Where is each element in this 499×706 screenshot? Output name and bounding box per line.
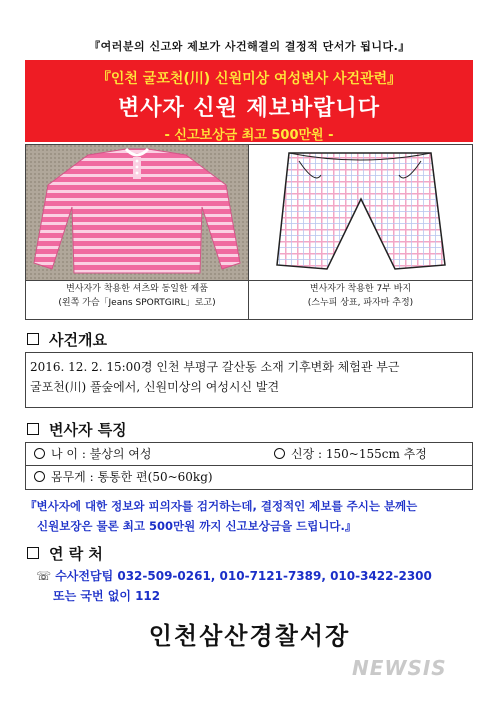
reward-notice [25,496,475,536]
pants-photo [249,145,472,281]
features-row-2 [26,466,472,488]
shirt-photo [26,145,248,281]
banner-case-title: 『인천 굴포천(川) 신원미상 여성변사 사건관련』 [96,71,402,87]
pants-caption-line2: (스누피 상표, 파자마 추정) [307,298,414,308]
top-notice: 『여러분의 신고와 제보가 사건해결의 결정적 단서가 됩니다.』 [89,40,410,53]
weight-value: : 통통한 편(50~60kg) [89,470,213,484]
plaid-pants-image [249,145,472,280]
features-heading [27,419,127,440]
height-field [274,443,427,465]
age-field [34,443,151,465]
headline-banner [25,60,473,142]
square-bullet-icon [27,333,39,345]
circle-bullet-icon [34,448,45,459]
age-label: 나 이 [51,447,78,461]
contact-heading-text: 연 락 처 [49,545,103,563]
overview-line1: 2016. 12. 2. 15:00경 인천 부평구 갈산동 소재 기후변화 체험관 부근 [30,360,400,374]
features-heading-text: 변사자 특징 [49,421,127,439]
weight-field [34,466,213,488]
striped-shirt-image [26,145,248,280]
banner-main-title: 변사자 신원 제보바랍니다 [117,96,381,121]
shirt-caption-line1: 변사자가 착용한 셔츠와 동일한 제품 [66,284,208,294]
square-bullet-icon [27,547,39,559]
overview-line2: 굴포천(川) 풀숲에서, 신원미상의 여성시신 발견 [30,380,280,394]
newsis-watermark: NEWSIS [352,656,447,680]
shirt-caption [26,282,248,310]
contact-line1: 수사전담팀 032-509-0261, 010-7121-7389, 010-3422-2300 [55,569,432,583]
circle-bullet-icon [274,448,285,459]
pants-caption [249,282,472,310]
contact-heading [27,543,103,564]
square-bullet-icon [27,423,39,435]
clothing-photo-table [25,144,473,320]
height-label: 신장 [291,447,315,461]
overview-heading [27,329,107,350]
pants-caption-line1: 변사자가 착용한 7부 바지 [309,284,412,294]
circle-bullet-icon [34,471,45,482]
age-value: : 불상의 여성 [81,447,152,461]
police-station-name: 인천삼산경찰서장 [148,622,351,650]
pants-cell [249,145,472,319]
overview-heading-text: 사건개요 [49,331,107,349]
features-row-1 [26,443,472,466]
shirt-caption-line2: (왼쪽 가슴「Jeans SPORTGIRL」로고) [58,298,216,308]
overview-box [25,352,473,408]
height-value: : 150~155cm 추정 [318,447,427,461]
weight-label: 몸무게 [51,470,86,484]
contact-info [36,566,432,606]
features-table [25,442,473,490]
banner-reward: - 신고보상금 최고 500만원 - [164,128,334,143]
reward-notice-line1: 『변사자에 대한 정보와 피의자를 검거하는데, 결정적인 제보를 주시는 분께는 [25,499,418,513]
phone-icon: ☏ [36,569,52,583]
reward-notice-line2: 신원보장은 물론 최고 500만원 까지 신고보상금을 드립니다.』 [37,519,357,533]
contact-line2: 또는 국번 없이 112 [53,589,161,603]
contact-line1-wrap [36,566,432,586]
shirt-cell [26,145,249,319]
